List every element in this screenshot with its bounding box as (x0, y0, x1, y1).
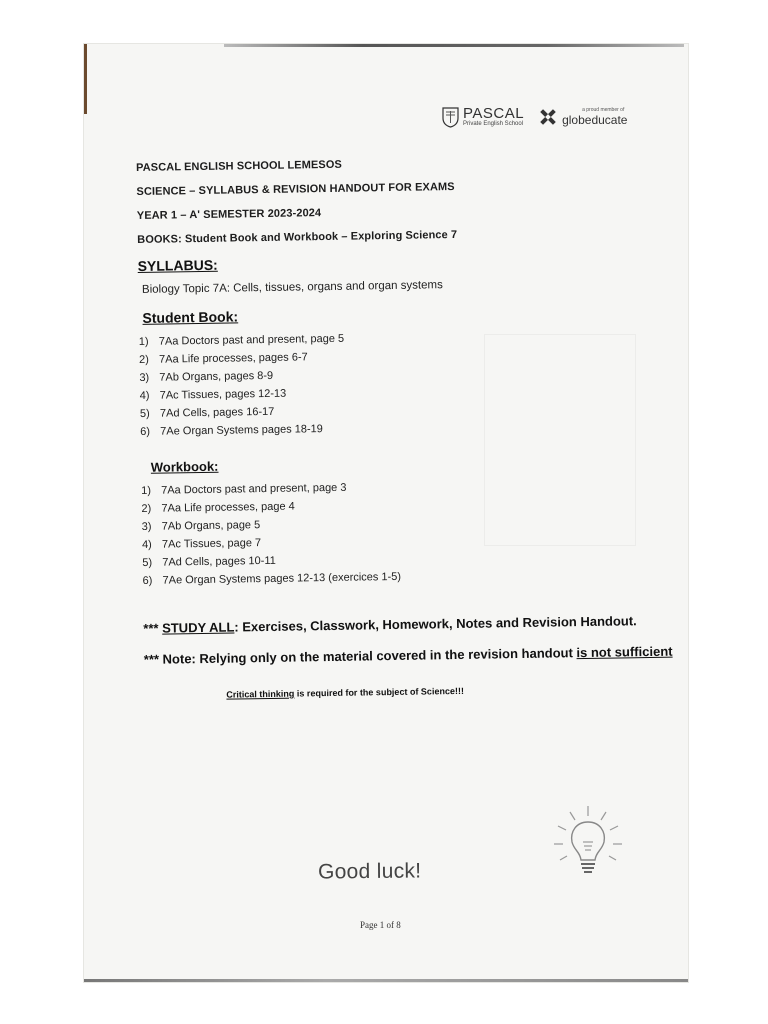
list-item (139, 363, 684, 384)
list-item (140, 381, 685, 402)
pascal-crest-icon (442, 106, 459, 128)
syllabus-topic: Biology Topic 7A: Cells, tissues, organs and organ systems (141, 279, 443, 296)
item-text: 7Aa Doctors past and present, page 5 (158, 332, 345, 348)
item-number: 3) (139, 371, 150, 384)
list-item (141, 494, 686, 515)
item-number: 5) (142, 556, 153, 569)
item-number: 2) (139, 353, 149, 366)
workbook-list (141, 476, 688, 587)
item-text: 7Aa Life processes, page 4 (161, 500, 295, 515)
handout-subject: SCIENCE – SYLLABUS & REVISION HANDOUT FOR EXAMS (136, 180, 455, 198)
item-text: 7Ad Cells, pages 16-17 (159, 405, 275, 420)
item-number: 6) (142, 574, 153, 587)
item-number: 2) (141, 502, 152, 515)
item-text: 7Aa Life processes, pages 6-7 (159, 351, 308, 366)
study-rest: : Exercises, Classwork, Homework, Notes and Revision Handout. (234, 613, 637, 635)
page-left-edge (84, 44, 87, 114)
list-item (140, 417, 685, 438)
study-all-emphasis: STUDY ALL (162, 619, 235, 636)
page-top-edge (224, 44, 684, 47)
item-text: 7Ab Organs, pages 8-9 (159, 369, 274, 384)
document-body (136, 153, 688, 700)
year-semester: YEAR 1 – A' SEMESTER 2023-2024 (136, 207, 322, 222)
pascal-name: PASCAL (463, 105, 525, 122)
document-page (84, 44, 688, 982)
note-line (144, 643, 688, 667)
study-prefix: *** (143, 620, 163, 636)
item-number: 1) (138, 335, 149, 348)
critical-rest: is required for the subject of Science!!! (294, 685, 464, 699)
list-item (140, 399, 685, 420)
item-text: 7Ac Tissues, page 7 (161, 537, 262, 551)
item-text: 7Ad Cells, pages 10-11 (162, 554, 276, 569)
page-bottom-edge (84, 979, 688, 982)
item-text: 7Ab Organs, page 5 (161, 519, 261, 533)
pascal-subtitle: Private English School (463, 121, 524, 127)
pascal-logo (442, 106, 524, 128)
item-text: 7Ac Tissues, pages 12-13 (159, 387, 287, 402)
syllabus-heading: SYLLABUS: (137, 256, 218, 274)
item-text: 7Aa Doctors past and present, page 3 (161, 481, 347, 497)
critical-emphasis: Critical thinking (226, 688, 295, 700)
list-item (142, 548, 687, 569)
globeducate-icon (538, 107, 558, 127)
student-book-heading: Student Book: (142, 308, 239, 326)
item-number: 6) (140, 425, 151, 438)
item-number: 3) (141, 520, 152, 533)
page-number: Page 1 of 8 (360, 920, 401, 930)
item-text: 7Ae Organ Systems pages 18-19 (160, 423, 323, 438)
item-text: 7Ae Organ Systems pages 12-13 (exercices 1-5) (162, 570, 402, 587)
item-number: 1) (141, 484, 152, 497)
lightbulb-icon (552, 804, 624, 884)
books-line: BOOKS: Student Book and Workbook – Exploring Science 7 (137, 228, 458, 246)
study-all-line (143, 612, 688, 636)
list-item (139, 345, 684, 366)
note-prefix: *** Note: Relying only on the material covered in the revision handout (143, 645, 577, 667)
list-item (142, 566, 687, 587)
globeducate-name: globeducate (562, 113, 628, 127)
good-luck-text: Good luck! (317, 859, 422, 884)
logo-bar (442, 106, 627, 128)
list-item (142, 530, 687, 551)
workbook-heading: Workbook: (150, 458, 219, 475)
school-name: PASCAL ENGLISH SCHOOL LEMESOS (136, 158, 342, 174)
critical-thinking-line (226, 682, 688, 699)
student-book-list (139, 327, 686, 438)
list-item (142, 512, 687, 533)
note-emphasis: is not sufficient (576, 643, 673, 661)
item-number: 5) (139, 407, 150, 420)
item-number: 4) (139, 389, 150, 402)
list-item (141, 476, 686, 497)
item-number: 4) (141, 538, 152, 551)
globeducate-logo (538, 107, 627, 127)
list-item (139, 327, 684, 348)
globeducate-subtitle: a proud member of (582, 107, 625, 113)
